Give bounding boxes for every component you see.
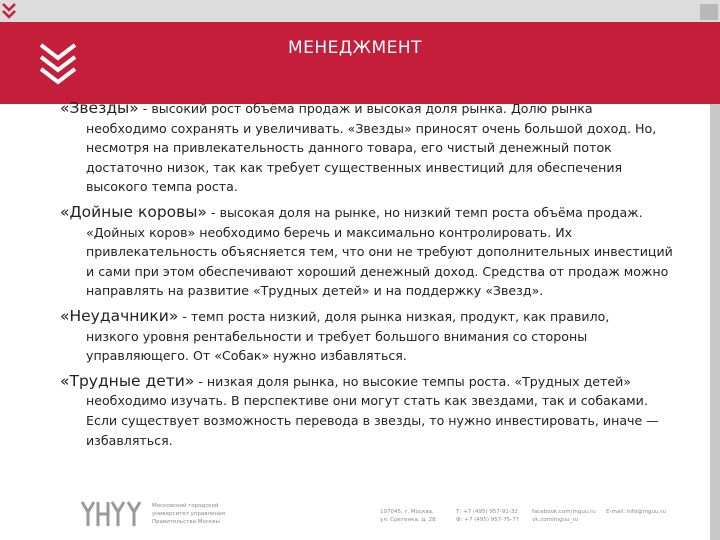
term-definition: - низкая доля рынка, но высокие темпы роста. «Трудных детей» xyxy=(194,373,632,389)
paragraph xyxy=(60,99,680,197)
paragraph xyxy=(60,372,680,450)
footer-email[interactable]: E-mail: info@mguu.ru xyxy=(606,509,666,515)
footer-address-line: 107045, г. Москва, xyxy=(380,509,434,515)
term-definition: - высокая доля на рынке, но низкий темп роста объёма продаж. xyxy=(207,204,643,220)
footer-org-line: университет управления xyxy=(152,511,226,517)
footer-org-line: Московский городской xyxy=(152,503,219,509)
facebook-link[interactable]: facebook.com/mguu.ru xyxy=(532,509,596,515)
footer-phone-line: Ф: +7 (495) 957-75-77 xyxy=(456,517,520,523)
right-edge-bar xyxy=(710,104,720,540)
footer-social[interactable] xyxy=(532,508,596,524)
paragraph-text: необходимо изучать. В перспективе они могут стать как звездами, так и собаками. Если существует возможность перевода в звезды, то нужно инвестировать, иначе — избавляться. xyxy=(86,393,659,448)
footer-phones xyxy=(456,508,519,524)
paragraph-text: низкого уровня рентабельности и требует большого внимания со стороны управляющего. От «Собак» нужно избавляться. xyxy=(86,328,588,364)
paragraph xyxy=(60,203,680,301)
top-strip xyxy=(0,0,720,22)
paragraph-text: «Дойных коров» необходимо беречь и максимально контролировать. Их привлекательность объясняется тем, что они не требуют дополнительных инвестиций и сами при этом обеспечивают хороший денежный доход. Средства от продаж можно направлять на развитие «Трудных детей» и на поддержку «Звезд». xyxy=(86,224,673,299)
page-title: МЕНЕДЖМЕНТ xyxy=(287,38,423,58)
footer-org-line: Правительства Москвы xyxy=(152,519,220,525)
footer-address-line: ул. Сретенка, д. 28 xyxy=(380,517,436,523)
footer xyxy=(0,490,710,540)
term: «Дойные коровы» xyxy=(60,202,208,221)
footer-phone-line: Т: +7 (495) 957-91-32 xyxy=(456,509,518,515)
university-logo xyxy=(80,498,144,528)
title-banner xyxy=(0,22,720,104)
term: «Трудные дети» xyxy=(60,371,195,390)
footer-address xyxy=(380,508,436,524)
chevron-down-icon xyxy=(2,1,16,21)
term-definition: - высокий рост объёма продаж и высокая доля рынка. Долю рынка xyxy=(138,101,593,116)
term: «Неудачники» xyxy=(60,306,179,325)
paragraph-text: необходимо сохранять и увеличивать. «Звезды» приносят очень большой доход. Но, несмотря на привлекательность данного товара, его чистый денежный поток достаточно низок, так как требует существенных инвестиций для обеспечения высокого темпа роста. xyxy=(86,120,657,195)
paragraph xyxy=(60,307,680,366)
term-definition: - темп роста низкий, доля рынка низкая, продукт, как правило, xyxy=(178,308,610,324)
corner-square xyxy=(700,4,718,20)
vk-link[interactable]: vk.com/mguu_ru xyxy=(532,517,579,523)
term: «Звезды» xyxy=(60,99,139,117)
content-body xyxy=(60,99,680,456)
footer-org xyxy=(152,502,225,526)
